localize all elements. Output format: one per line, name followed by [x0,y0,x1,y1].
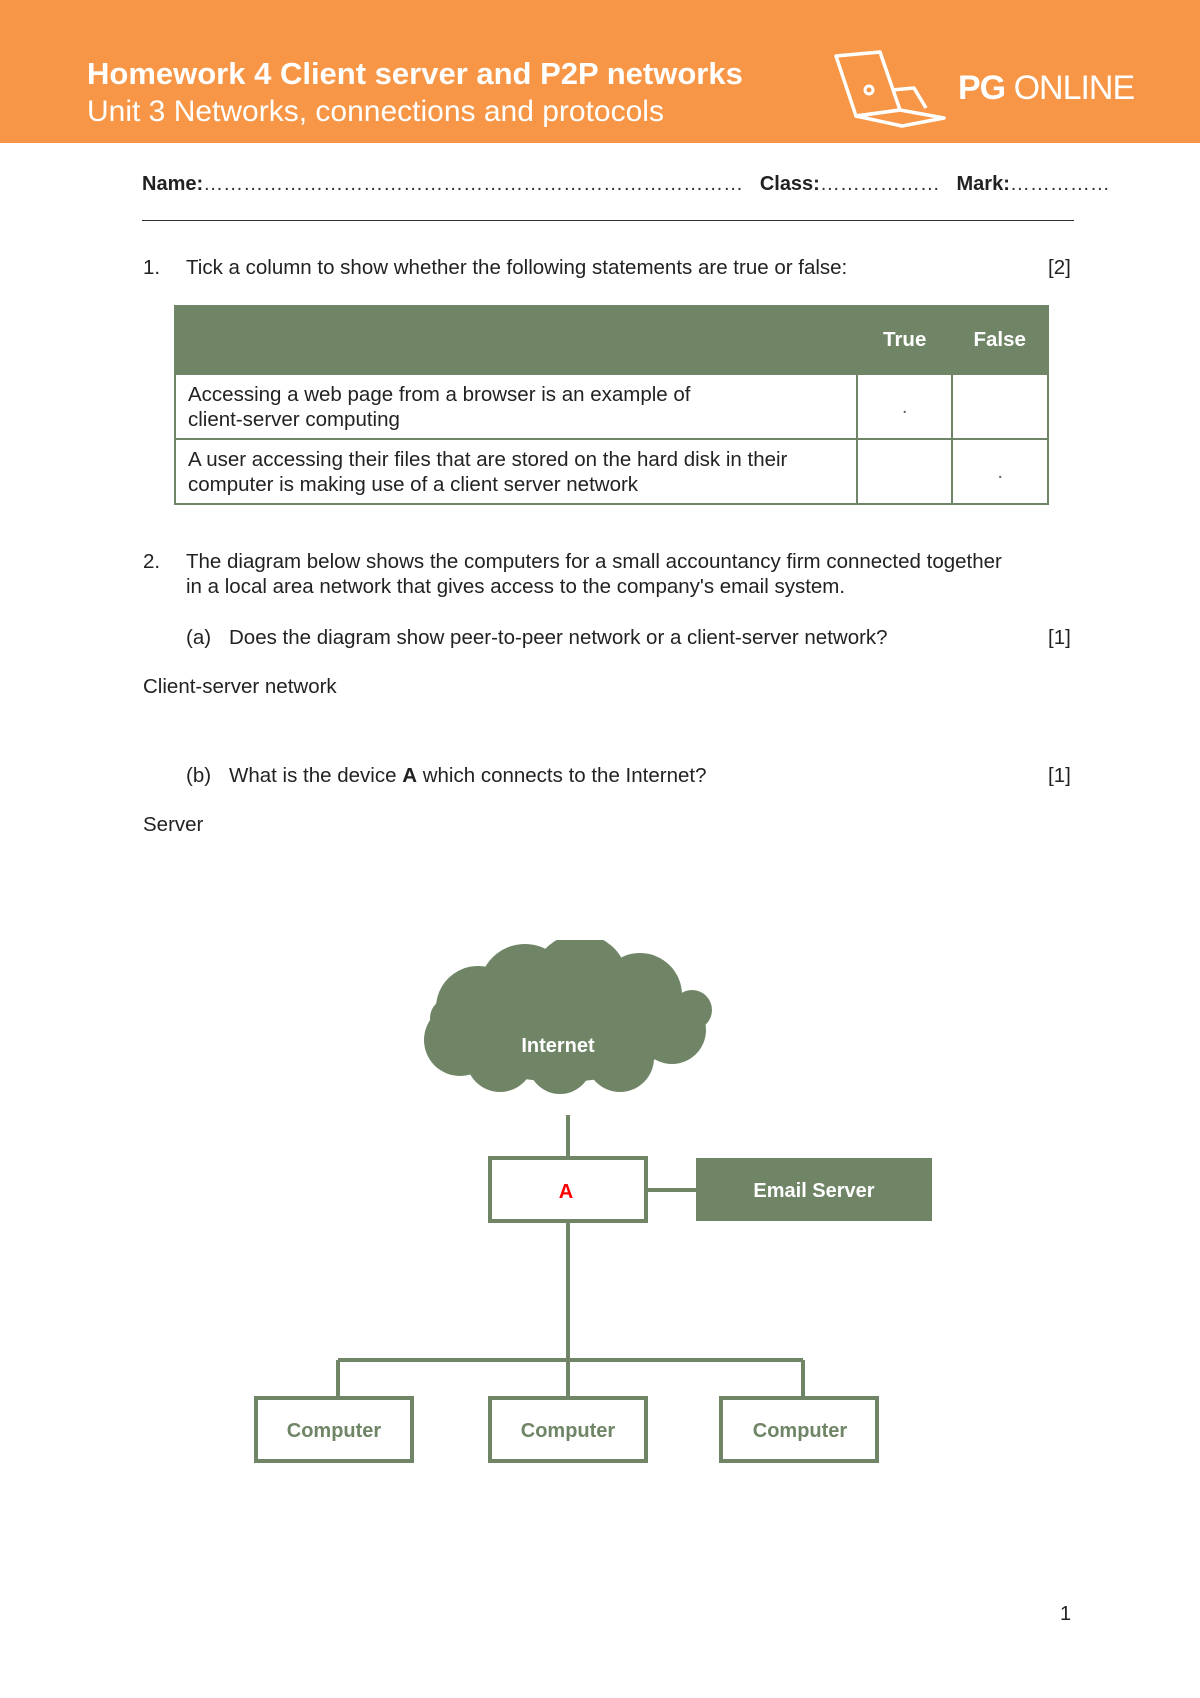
computer-label: Computer [286,1420,382,1442]
class-field[interactable]: ……………… [819,173,940,195]
laptop-logo-icon [832,50,950,128]
q2-text-line1: The diagram below shows the computers for a small accountancy firm connected together [186,550,1002,573]
header-banner [0,0,1200,143]
q2-text-line2: in a local area network that gives access to the company's email system. [186,575,846,598]
q1-number: 1. [143,256,161,279]
table-header-row [175,306,1048,374]
mark-field[interactable]: …………… [1009,173,1110,195]
header-true: True [857,306,952,374]
statement-line: Accessing a web page from a browser is an example of [188,382,691,406]
q2-number: 2. [143,550,161,573]
table-row [175,439,1048,504]
q2b-text-after: which connects to the Internet? [422,764,707,787]
q2b-text-bold: A [402,764,418,787]
page-subtitle: Unit 3 Networks, connections and protocols [87,95,664,128]
q2b-label: (b) [186,764,212,787]
page-title: Homework 4 Client server and P2P networks [87,56,743,91]
header-divider [142,220,1074,221]
q2b-text [229,764,706,788]
internet-cloud-icon [424,940,712,1094]
network-diagram [0,940,1200,1480]
email-server-label: Email Server [753,1180,875,1202]
brand-logo-text [958,69,1134,108]
table-row [175,374,1048,439]
computer-label: Computer [752,1420,848,1442]
false-checkbox-cell[interactable] [952,374,1048,439]
brand-logo-bold: PG [958,69,1006,107]
header-false: False [952,306,1048,374]
student-fields-row [142,173,1110,196]
q2a-text: Does the diagram show peer-to-peer network or a client-server network? [229,626,888,649]
statement-line: A user accessing their files that are stored on the hard disk in their [188,447,788,471]
statement-cell [175,374,857,439]
header-statement [175,306,857,374]
name-label: Name: [142,173,204,195]
class-label: Class: [759,173,820,195]
q1-text: Tick a column to show whether the following statements are true or false: [186,256,848,279]
true-checkbox-cell[interactable]: . [857,374,952,439]
name-field[interactable]: ……………………………………………………………………… [203,173,744,195]
internet-label: Internet [521,1035,595,1057]
q2a-marks: [1] [1048,626,1071,649]
q2b-text-before: What is the device [229,764,397,787]
true-false-table [174,305,1049,505]
statement-line: client-server computing [188,407,400,431]
statement-cell [175,439,857,504]
computer-label: Computer [520,1420,616,1442]
page-number: 1 [1060,1603,1072,1625]
true-checkbox-cell[interactable] [857,439,952,504]
statement-line: computer is making use of a client server network [188,472,639,496]
false-checkbox-cell[interactable]: . [952,439,1048,504]
brand-logo-word: ONLINE [1013,69,1135,107]
mark-label: Mark: [956,173,1010,195]
q2b-marks: [1] [1048,764,1071,787]
q2a-label: (a) [186,626,212,649]
q1-marks: [2] [1048,256,1071,279]
q2b-answer[interactable]: Server [143,813,204,836]
device-a-label: A [558,1181,574,1203]
q2a-answer[interactable]: Client-server network [143,675,337,698]
